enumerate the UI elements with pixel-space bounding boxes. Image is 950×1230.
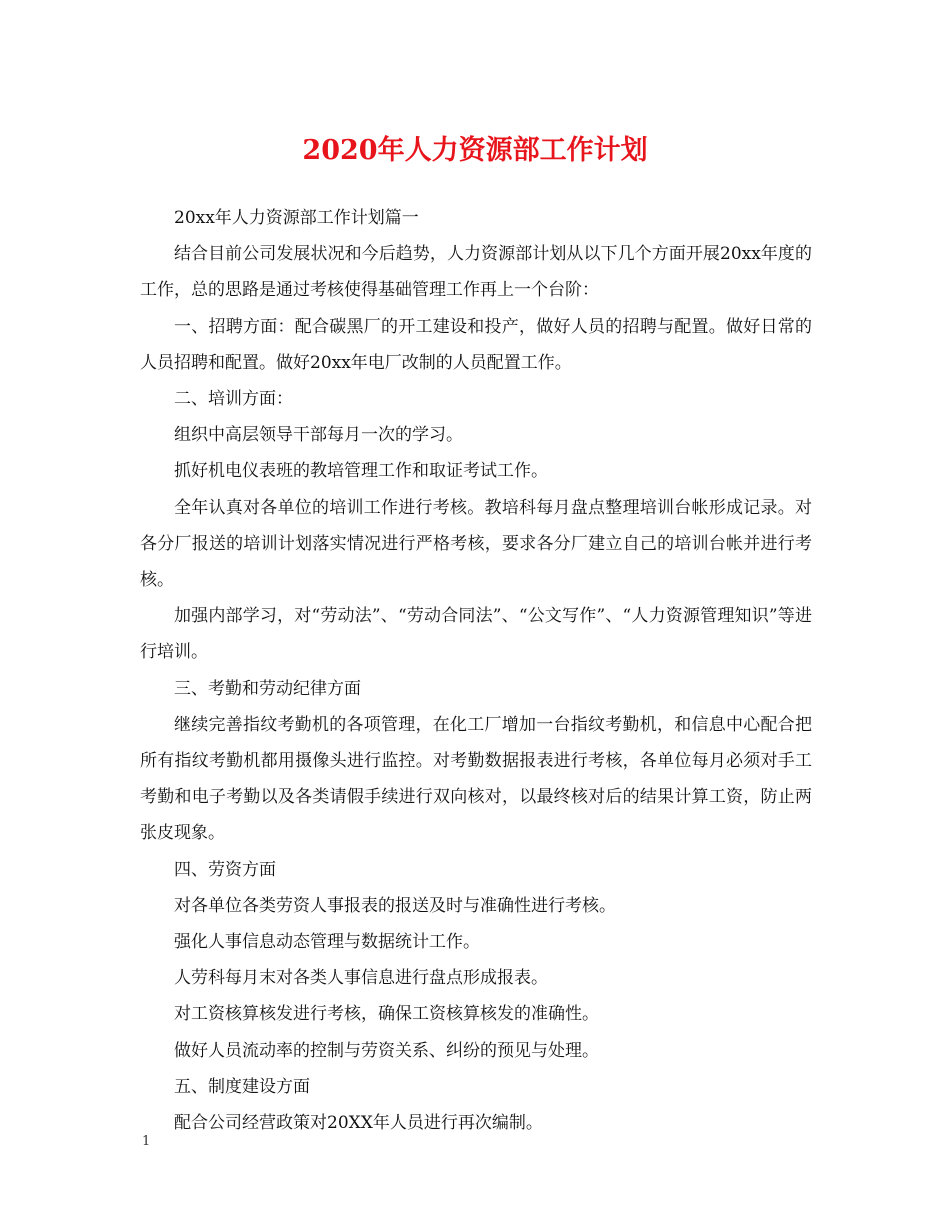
- paragraph: 抓好机电仪表班的教培管理工作和取证考试工作。: [174, 461, 548, 482]
- paragraph: 对各单位各类劳资人事报表的报送及时与准确性进行考核。: [174, 895, 616, 916]
- paragraph: 五、制度建设方面: [174, 1076, 310, 1097]
- paragraph: 人劳科每月末对各类人事信息进行盘点形成报表。: [174, 968, 548, 989]
- paragraph: 做好人员流动率的控制与劳资关系、纠纷的预见与处理。: [174, 1040, 599, 1061]
- paragraph: 四、劳资方面: [174, 859, 276, 880]
- paragraph: 三、考勤和劳动纪律方面: [174, 678, 361, 699]
- document-body: [140, 200, 812, 1141]
- paragraph: 配合公司经营政策对20XX年人员进行再次编制。: [174, 1113, 543, 1134]
- paragraph: 二、培训方面：: [174, 389, 293, 410]
- paragraph: 结合目前公司发展状况和今后趋势，人力资源部计划从以下几个方面开展20xx年度的工作，总的思路是通过考核使得基础管理工作再上一个台阶：: [140, 244, 812, 301]
- paragraph: 20xx年人力资源部工作计划篇一: [174, 208, 419, 228]
- paragraph: 强化人事信息动态管理与数据统计工作。: [174, 932, 480, 953]
- paragraph: 一、招聘方面：配合碳黑厂的开工建设和投产，做好人员的招聘与配置。做好日常的人员招聘和配置。做好20xx年电厂改制的人员配置工作。: [140, 316, 812, 373]
- paragraph: 组织中高层领导干部每月一次的学习。: [174, 425, 463, 446]
- page-number: 1: [142, 1134, 151, 1149]
- paragraph: 加强内部学习，对“劳动法”、“劳动合同法”、“公文写作”、“人力资源管理知识”等进行培训。: [140, 606, 812, 663]
- paragraph: 继续完善指纹考勤机的各项管理，在化工厂增加一台指纹考勤机，和信息中心配合把所有指纹考勤机都用摄像头进行监控。对考勤数据报表进行考核，各单位每月必须对手工考勤和电子考勤以及各类请假手续进行双向核对，以最终核对后的结果计算工资，防止两张皮现象。: [140, 714, 812, 844]
- document-title: 2020年人力资源部工作计划: [302, 135, 648, 166]
- paragraph: 对工资核算核发进行考核，确保工资核算核发的准确性。: [174, 1004, 599, 1025]
- paragraph: 全年认真对各单位的培训工作进行考核。教培科每月盘点整理培训台帐形成记录。对各分厂报送的培训计划落实情况进行严格考核，要求各分厂建立自己的培训台帐并进行考核。: [140, 497, 812, 591]
